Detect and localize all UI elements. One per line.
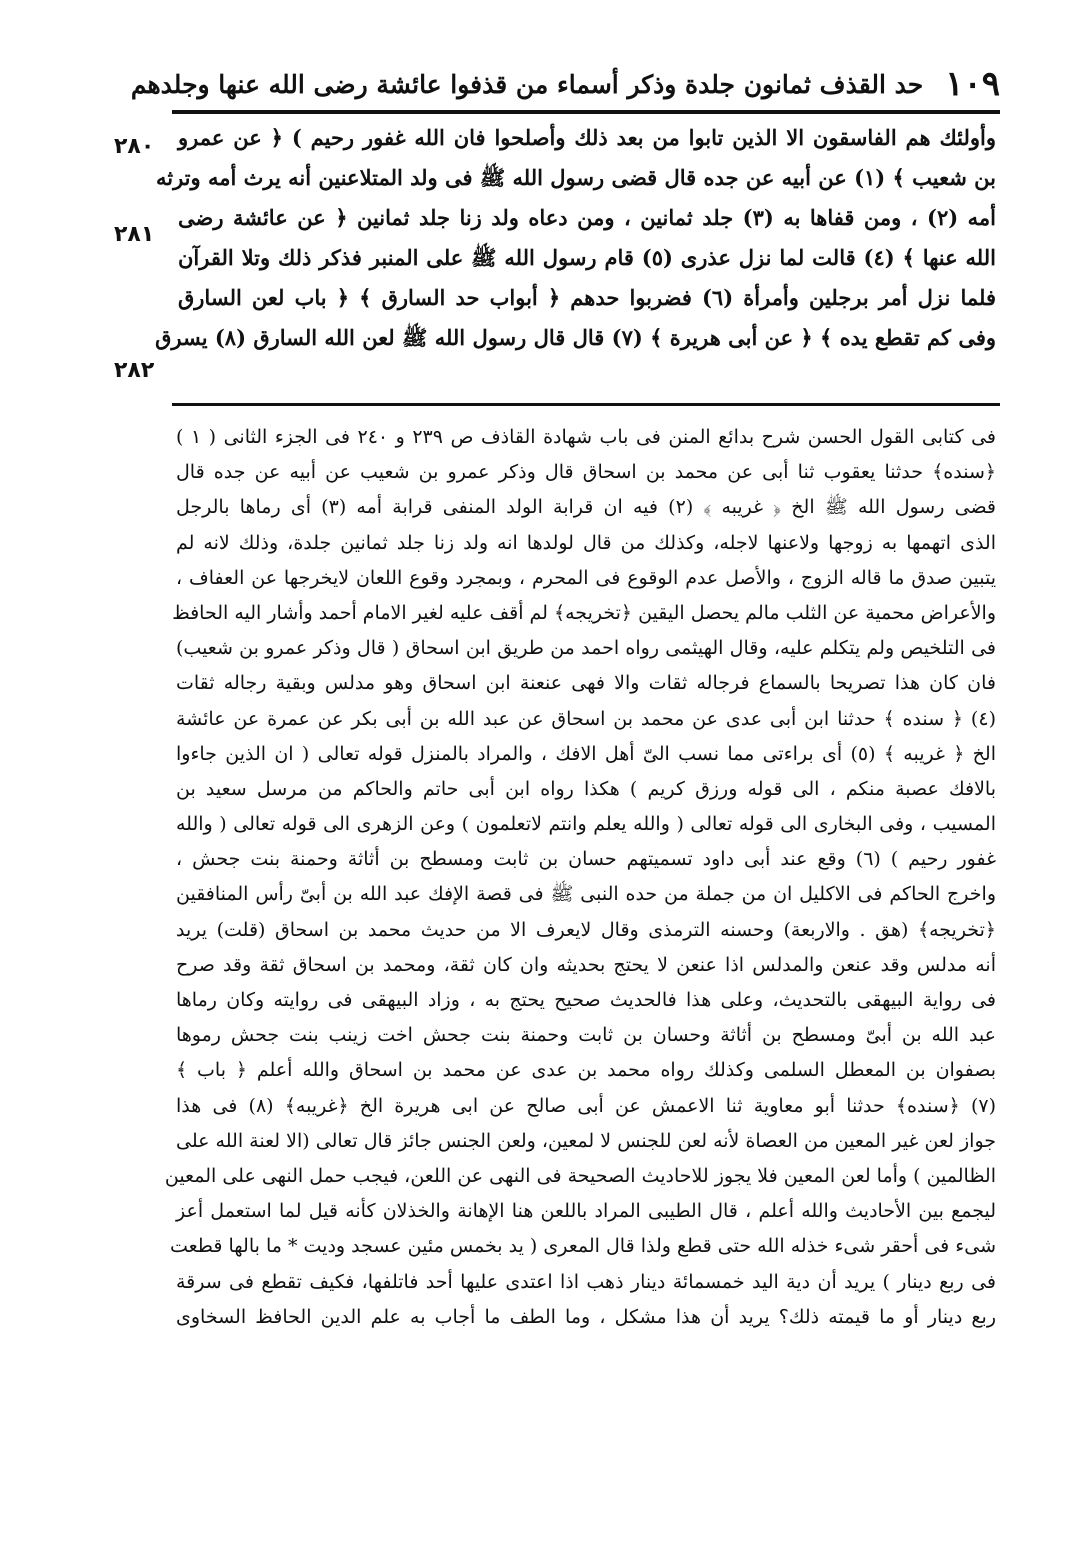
- footnote-line: المسيب ، وفى البخارى الى قوله تعالى ( والله يعلم وانتم لاتعلمون ) وعن الزهرى الى قوله تعالى ( والله: [176, 813, 996, 836]
- main-text-line: وفى كم تقطع يده ﴾ ﴿ عن أبى هريرة ﴾ (٧) قال قال رسول الله ﷺ لعن الله السارق (٨) يسرق: [155, 325, 996, 350]
- footnote-line: شىء فى أحقر شىء خذله الله حتى قطع ولذا قال المعرى ( يد بخمس مئين عسجد وديت * ما بالها قطعت: [169, 1235, 996, 1258]
- footnote-line: أنه مدلس وقد عنعن والمدلس اذا عنعن لا يحتج بحديثه وان كان ثقة، ومحمد بن اسحاق ثقة وقد صرح: [176, 953, 996, 976]
- hadith-number: ٢٨٢: [114, 358, 155, 383]
- footnote-line: فان كان هذا تصريحا بالسماع فرجاله ثقات والا فهى عنعنة ابن اسحاق وهو مدلس وبقية رجاله ثقات: [176, 672, 996, 695]
- footnote-line: والأعراض محمية عن الثلب مالم يحصل اليقين ﴿تخريجه﴾ لم أقف عليه لغير الامام أحمد وأشار اليه الحافظ: [172, 601, 996, 624]
- footnote-line: يتبين صدق ما قاله الزوج ، والأصل عدم الوقوع فى المحرم ، وبمجرد وقوع اللعان لايخرجها عن العفاف ،: [176, 566, 997, 589]
- footnote-line: جواز لعن غير المعين من العصاة لأنه لعن للجنس لا لمعين، ولعن الجنس جائز قال تعالى (الا لعنة الله على: [176, 1129, 996, 1152]
- footnote-line: الذى اتهمها به زوجها ولاعنها لاجله، وكذلك من قال لولدها انه ولد زنا جلد ثمانين جلدة، وذلك لانه لم: [176, 531, 996, 554]
- footnote-line: بصفوان بن المعطل السلمى وكذلك رواه محمد بن عدى عن محمد بن اسحاق والله أعلم ﴿ باب ﴾: [176, 1059, 996, 1082]
- main-text-line: وأولئك هم الفاسقون الا الذين تابوا من بعد ذلك وأصلحوا فان الله غفور رحيم ) ﴿ عن عمرو: [178, 125, 996, 150]
- main-text-line: فلما نزل أمر برجلين وأمرأة (٦) فضربوا حدهم ﴿ أبواب حد السارق ﴾ ﴿ باب لعن السارق: [178, 285, 996, 310]
- footnote-line: ربع دينار أو ما قيمته ذلك؟ يريد أن هذا مشكل ، وما الطف ما أجاب به علم الدين الحافظ السخاوى: [176, 1305, 996, 1328]
- footnotes: [164, 420, 997, 1335]
- main-text: [155, 118, 997, 358]
- footnote-line: قضى رسول الله ﷺ الخ ﴿ غريبه ﴾ (٢) فيه ان قرابة الولد المنفى قرابة أمه (٣) أى رماها بالرجل: [176, 496, 996, 519]
- footnote-line: (٧) ﴿سنده﴾ حدثنا أبو معاوية ثنا الاعمش عن أبى صالح عن ابى هريرة الخ ﴿غريبه﴾ (٨) فى هذا: [176, 1094, 996, 1117]
- footnote-line: الخ ﴿ غريبه ﴾ (٥) أى براءتى مما نسب الىّ أهل الافك ، والمراد بالمنزل قوله تعالى ( ان الذين جاءوا: [176, 742, 996, 765]
- page-header: [130, 62, 1000, 106]
- footnote-line: واخرج الحاكم فى الاكليل ان من جملة من حده النبى ﷺ فى قصة الإفك عبد الله بن أبىّ رأس المنافقين: [176, 883, 996, 906]
- header-rule: [172, 110, 1000, 114]
- main-text-line: الله عنها ﴾ (٤) قالت لما نزل عذرى (٥) قام رسول الله ﷺ على المنبر فذكر ذلك وتلا القرآن: [178, 245, 996, 270]
- footnote-line: ليجمع بين الأحاديث والله أعلم ، قال الطيبى المراد باللعن هنا الإهانة والخذلان كأنه قيل لما استعمل أعز: [176, 1200, 996, 1223]
- main-text-line: أمه (٢) ، ومن قفاها به (٣) جلد ثمانين ، ومن دعاه ولد زنا جلد ثمانين ﴿ عن عائشة رضى: [178, 205, 997, 230]
- footnote-line: الظالمين ) وأما لعن المعين فلا يجوز للاحاديث الصحيحة فى النهى عن اللعن، فيجب حمل النهى على المعين: [164, 1164, 996, 1187]
- footnote-line: (٤) ﴿ سنده ﴾ حدثنا ابن أبى عدى عن محمد بن اسحاق عن عبد الله بن أبى بكر عن عمرة عن عائشة: [176, 707, 996, 730]
- footnote-line: فى ربع دينار ) يريد أن دية اليد خمسمائة دينار ذهب اذا اعتدى عليها أحد فاتلفها، فكيف تقطع فى سرقة: [176, 1270, 996, 1293]
- footnote-rule: [172, 403, 1000, 406]
- hadith-number: ٢٨١: [114, 222, 155, 247]
- footnote-line: فى التلخيص ولم يتكلم عليه، وقال الهيثمى رواه احمد من طريق ابن اسحاق ( قال وذكر عمرو بن شعيب): [176, 637, 996, 660]
- footnote-line: ﴿سنده﴾ حدثنا يعقوب ثنا أبى عن محمد بن اسحاق قال وذكر عمرو بن شعيب عن أبيه عن جده قال: [176, 461, 996, 484]
- footnote-line: عبد الله بن أبىّ ومسطح بن أثاثة وحسان بن ثابت وحمنة بنت جحش اخت زينب بنت جحش رموها: [176, 1024, 996, 1047]
- hadith-number: ٢٨٠: [114, 134, 155, 159]
- main-text-line: بن شعيب ﴾ (١) عن أبيه عن جده قال قضى رسول الله ﷺ فى ولد المتلاعنين أنه يرث أمه وترثه: [155, 165, 996, 190]
- footnote-line: بالافك عصبة منكم ، الى قوله ورزق كريم ) هكذا رواه ابن أبى حاتم والحاكم من مرسل سعيد بن: [176, 777, 996, 800]
- footnote-line: فى كتابى القول الحسن شرح بدائع المنن فى باب شهادة القاذف ص ٢٣٩ و ٢٤٠ فى الجزء الثانى ( ١ ): [176, 426, 996, 448]
- footnote-line: ﴿تخريجه﴾ (هق . والاربعة) وحسنه الترمذى وقال لايعرف الا من حديث محمد بن اسحاق (قلت) يريد: [176, 918, 996, 941]
- page-number: ١٠٩: [945, 64, 1000, 104]
- footnote-line: فى رواية البيهقى بالتحديث، وعلى هذا فالحديث صحيح يحتج به ، وزاد البيهقى فى روايته وكان رماها: [176, 989, 996, 1011]
- footnote-line: غفور رحيم ) (٦) وقع عند أبى داود تسميتهم حسان بن ثابت ومسطح بن أثاثة وحمنة بنت جحش ،: [176, 848, 997, 871]
- running-title: حد القذف ثمانون جلدة وذكر أسماء من قذفوا عائشة رضى الله عنها وجلدهم: [130, 69, 924, 99]
